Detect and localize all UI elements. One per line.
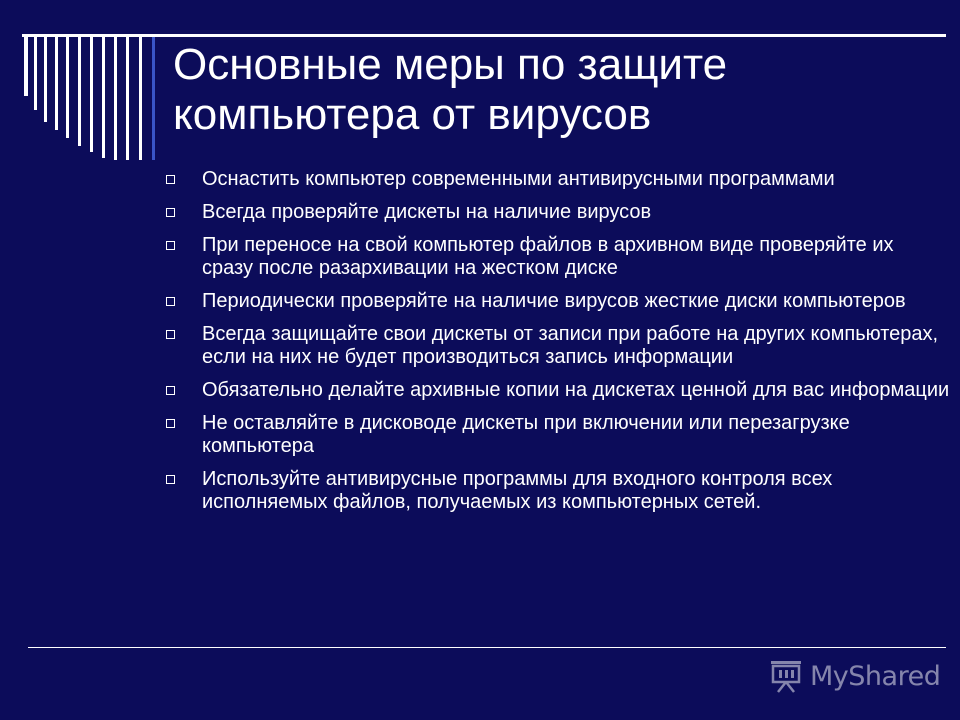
- bullet-text: Оснастить компьютер современными антивирусными программами: [202, 168, 835, 190]
- bullet-item: [160, 234, 950, 280]
- decorative-stripe: [102, 34, 105, 158]
- bullet-item: [160, 168, 950, 191]
- bullet-text: Всегда проверяйте дискеты на наличие вирусов: [202, 201, 652, 223]
- watermark-text: MyShared: [810, 660, 941, 692]
- bullet-text: Периодически проверяйте на наличие вирусов жесткие диски компьютеров: [202, 290, 906, 312]
- decorative-stripe: [66, 34, 69, 138]
- decorative-stripe: [34, 34, 37, 110]
- square-bullet-icon: [166, 175, 175, 184]
- decorative-stripes: [0, 0, 180, 160]
- bullet-item: [160, 290, 950, 313]
- bullet-item: [160, 412, 950, 458]
- bullet-text: Обязательно делайте архивные копии на дискетах ценной для вас информации: [202, 379, 950, 401]
- bullet-item: [160, 379, 950, 402]
- bottom-rule: [28, 647, 946, 648]
- decorative-stripe: [55, 34, 58, 130]
- bullet-item: [160, 201, 950, 224]
- decorative-stripe: [114, 34, 117, 160]
- title-line-1: Основные меры по защите: [173, 40, 728, 89]
- title-line-2: компьютера от вирусов: [173, 90, 652, 139]
- decorative-stripe: [126, 34, 129, 160]
- square-bullet-icon: [166, 386, 175, 395]
- square-bullet-icon: [166, 330, 175, 339]
- bullet-item: [160, 323, 950, 369]
- bullet-text: При переносе на свой компьютер файлов в архивном виде проверяйте их сразу после разархивации на жестком диске: [202, 234, 894, 279]
- decorative-stripe: [152, 34, 155, 160]
- square-bullet-icon: [166, 297, 175, 306]
- square-bullet-icon: [166, 419, 175, 428]
- square-bullet-icon: [166, 475, 175, 484]
- watermark: [768, 656, 940, 696]
- square-bullet-icon: [166, 241, 175, 250]
- square-bullet-icon: [166, 208, 175, 217]
- decorative-stripe: [44, 34, 47, 122]
- bullet-item: [160, 468, 950, 514]
- decorative-stripe: [78, 34, 81, 146]
- projector-screen-icon: [768, 658, 804, 694]
- decorative-stripe: [24, 34, 28, 96]
- bullet-text: Всегда защищайте свои дискеты от записи при работе на других компьютерах, если на них не будет производиться запись информации: [202, 323, 939, 368]
- bullet-text: Не оставляйте в дисководе дискеты при включении или перезагрузке компьютера: [202, 412, 850, 457]
- bullet-list: [160, 168, 950, 524]
- bullet-text: Используйте антивирусные программы для входного контроля всех исполняемых файлов, получаемых из компьютерных сетей.: [202, 468, 833, 513]
- slide-title: [173, 40, 933, 140]
- decorative-stripe: [90, 34, 93, 152]
- decorative-stripe: [139, 34, 142, 160]
- top-rule: [22, 34, 946, 37]
